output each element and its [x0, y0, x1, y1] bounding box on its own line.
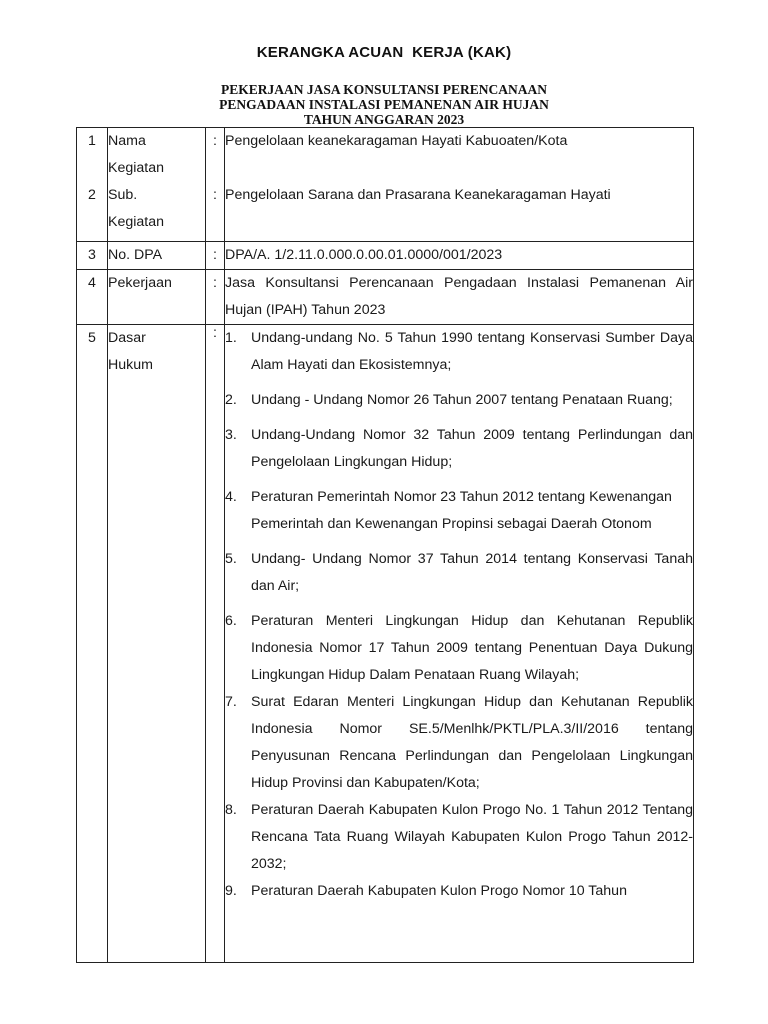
- colon: :: [213, 275, 217, 291]
- row-label: Kegiatan: [108, 160, 165, 176]
- row-number: 4: [88, 275, 96, 291]
- row-label: Sub.: [108, 187, 138, 203]
- row-label-cell: [108, 270, 206, 325]
- list-item-number: 2.: [225, 392, 237, 408]
- document-title: KERANGKA ACUAN KERJA (KAK): [256, 44, 512, 61]
- list-item: [225, 325, 693, 379]
- colon: :: [213, 325, 217, 341]
- colon-cell: [206, 128, 225, 242]
- row-value: DPA/A. 1/2.11.0.000.0.00.01.0000/001/2023: [225, 247, 503, 263]
- row-value-cell: [225, 242, 694, 270]
- list-item-text: Undang-undang No. 5 Tahun 1990 tentang Konservasi Sumber Daya Alam Hayati dan Ekosistemnya;: [251, 330, 693, 373]
- list-item: [225, 797, 693, 878]
- list-item-text: Peraturan Pemerintah Nomor 23 Tahun 2012 tentang Kewenangan Pemerintah dan Kewenangan Propinsi sebagai Daerah Otonom: [251, 489, 672, 532]
- subtitle-line-1: PEKERJAAN JASA KONSULTANSI PERENCANAAN: [221, 82, 547, 97]
- colon-cell: [206, 270, 225, 325]
- list-item-text: Peraturan Menteri Lingkungan Hidup dan Kehutanan Republik Indonesia Nomor 17 Tahun 2009 tentang Penentuan Daya Dukung Lingkungan Hidup Dalam Penataan Ruang Wilayah;: [251, 613, 693, 683]
- row-value: Pengelolaan Sarana dan Prasarana Keanekaragaman Hayati: [225, 187, 611, 203]
- row-label: Kegiatan: [108, 214, 165, 230]
- kak-table: [76, 127, 694, 963]
- list-item-text: Undang- Undang Nomor 37 Tahun 2014 tentang Konservasi Tanah dan Air;: [251, 551, 693, 594]
- list-item-number: 4.: [225, 489, 237, 505]
- table-row-pekerjaan: [77, 270, 694, 325]
- colon-cell: [206, 325, 225, 963]
- colon-cell: [206, 242, 225, 270]
- row-label: Dasar: [108, 330, 146, 346]
- list-item: [225, 878, 693, 905]
- list-item-number: 7.: [225, 694, 237, 710]
- list-item-number: 1.: [225, 330, 237, 346]
- list-item-text: Peraturan Daerah Kabupaten Kulon Progo No. 1 Tahun 2012 Tentang Rencana Tata Ruang Wilayah Kabupaten Kulon Progo Tahun 2012-2032;: [251, 802, 693, 872]
- row-value: Jasa Konsultansi Perencanaan Pengadaan Instalasi Pemanenan Air Hujan (IPAH) Tahun 2023: [225, 275, 693, 318]
- row-number: 2: [88, 187, 96, 203]
- list-item-number: 8.: [225, 802, 237, 818]
- table-row-dpa: [77, 242, 694, 270]
- list-item-text: Undang-Undang Nomor 32 Tahun 2009 tentang Perlindungan dan Pengelolaan Lingkungan Hidup;: [251, 427, 693, 470]
- row-label-cell: [108, 242, 206, 270]
- list-item-number: 9.: [225, 883, 237, 899]
- list-item: [225, 608, 693, 689]
- legal-basis-list: [225, 325, 693, 905]
- list-item-number: 5.: [225, 551, 237, 567]
- list-item-number: 6.: [225, 613, 237, 629]
- list-item: [225, 387, 693, 414]
- list-item: [225, 422, 693, 476]
- row-number: 1: [88, 133, 96, 149]
- row-label-cell: [108, 128, 206, 242]
- list-item: [225, 484, 693, 538]
- row-value-cell: [225, 270, 694, 325]
- row-number: 5: [88, 330, 96, 346]
- row-number-cell: [77, 128, 108, 242]
- row-label: Nama: [108, 133, 146, 149]
- subtitle-line-3: TAHUN ANGGARAN 2023: [303, 112, 465, 127]
- list-item-text: Undang - Undang Nomor 26 Tahun 2007 tentang Penataan Ruang;: [251, 392, 673, 408]
- table-row-kegiatan: [77, 128, 694, 242]
- table-row-dasar-hukum: [77, 325, 694, 963]
- list-item-text: Peraturan Daerah Kabupaten Kulon Progo Nomor 10 Tahun: [251, 883, 627, 899]
- list-item-text: Surat Edaran Menteri Lingkungan Hidup dan Kehutanan Republik Indonesia Nomor SE.5/Menlhk/PKTL/PLA.3/II/2016 tentang Penyusunan Rencana Perlindungan dan Pengelolaan Lingkungan Hidup Provinsi dan Kabupaten/Kota;: [251, 694, 693, 791]
- row-value: Pengelolaan keanekaragaman Hayati Kabuoaten/Kota: [225, 133, 568, 149]
- row-label: Pekerjaan: [108, 275, 172, 291]
- list-item-number: 3.: [225, 427, 237, 443]
- row-number-cell: [77, 325, 108, 963]
- row-number-cell: [77, 270, 108, 325]
- colon: :: [213, 133, 217, 149]
- colon: :: [213, 247, 217, 263]
- list-item: [225, 546, 693, 600]
- row-value-cell: [225, 325, 694, 963]
- colon: :: [213, 187, 217, 203]
- row-label: No. DPA: [108, 247, 163, 263]
- subtitle-line-2: PENGADAAN INSTALASI PEMANENAN AIR HUJAN: [219, 97, 549, 112]
- row-number: 3: [88, 247, 96, 263]
- row-label-cell: [108, 325, 206, 963]
- row-value-cell: [225, 128, 694, 242]
- row-label: Hukum: [108, 357, 153, 373]
- list-item: [225, 689, 693, 797]
- row-number-cell: [77, 242, 108, 270]
